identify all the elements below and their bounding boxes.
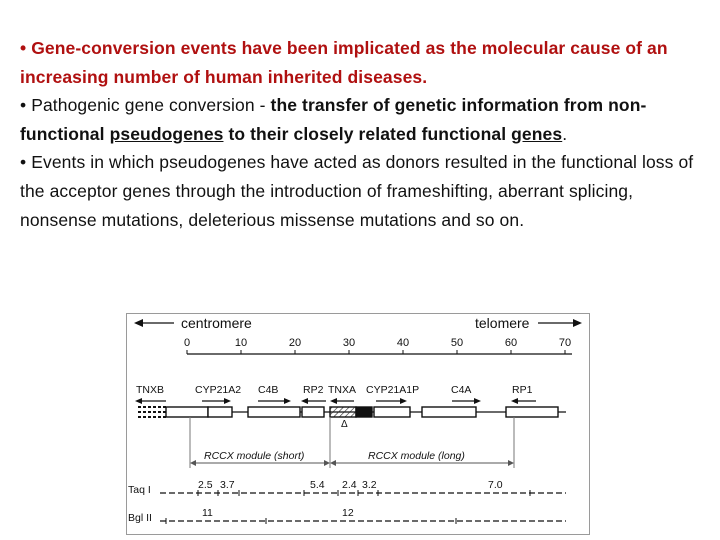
bgl-ii-label: Bgl II: [128, 512, 152, 524]
bullet-list: [20, 34, 710, 234]
bullet-2-bold-text: the transfer of genetic information from non-functional: [20, 95, 647, 144]
taq-i-fragment: 2.4: [342, 479, 357, 491]
tnxb-box: [166, 407, 208, 417]
bgl-ii-fragment: 11: [202, 507, 213, 519]
rccx-gene-map-figure: [126, 313, 590, 535]
bullet-marker: •: [20, 152, 27, 173]
scale-tick-label: 20: [288, 337, 302, 349]
taq-i-fragment: 5.4: [310, 479, 325, 491]
gene-label-c4b: C4B: [258, 384, 279, 396]
gene-label-tnxa: TNXA: [328, 384, 357, 396]
gene-label-c4a: C4A: [451, 384, 472, 396]
tnxa-deletion-box: [356, 407, 372, 417]
scale-tick-label: 70: [558, 337, 572, 349]
bullet-2-end: .: [562, 123, 568, 144]
bullet-2-lead: Pathogenic gene conversion -: [31, 95, 271, 116]
cyp21a1p-box: [374, 407, 410, 417]
scale-tick-label: 30: [342, 337, 356, 349]
cyp21a2-box: [208, 407, 232, 417]
figure-frame: [127, 314, 590, 535]
taq-i-fragment: 3.2: [362, 479, 377, 491]
pseudogenes-term: pseudogenes: [109, 123, 224, 144]
genes-term: genes: [511, 123, 563, 144]
taq-i-fragment: 7.0: [488, 479, 503, 491]
scale-tick-label: 0: [183, 337, 191, 349]
bullet-2: [20, 91, 710, 148]
gene-label-rp2: RP2: [303, 384, 324, 396]
bullet-3-text: Events in which pseudogenes have acted as donors resulted in the functional loss of the acceptor genes through the introduction of frameshifting, aberrant splicing, nonsense mutations, deleterious missense mutations and so on.: [20, 152, 694, 230]
scale-tick-label: 50: [450, 337, 464, 349]
c4a-box: [422, 407, 476, 417]
delta-symbol: Δ: [341, 419, 348, 430]
module-short-label: RCCX module (short): [204, 450, 305, 462]
bullet-3: [20, 148, 710, 234]
bgl-ii-fragment: 12: [342, 507, 354, 519]
gene-label-rp1: RP1: [512, 384, 533, 396]
rp2-box: [302, 407, 324, 417]
tnxa-box: [330, 407, 356, 417]
gene-label-cyp21a2: CYP21A2: [195, 384, 242, 396]
scale-tick-label: 40: [396, 337, 410, 349]
centromere-label: centromere: [181, 315, 252, 331]
rp1-box: [506, 407, 558, 417]
bullet-1-text: Gene-conversion events have been implicated as the molecular cause of an increasing number of human inherited diseases.: [20, 38, 668, 87]
taq-i-label: Taq I: [128, 484, 151, 496]
bullet-1: [20, 34, 710, 91]
telomere-label: telomere: [475, 315, 530, 331]
scale-tick-label: 10: [234, 337, 248, 349]
c4b-box: [248, 407, 300, 417]
bullet-2-bold-text-2: to their closely related functional: [223, 123, 512, 144]
taq-i-fragment: 2.5: [198, 479, 213, 491]
bullet-marker: •: [20, 38, 27, 58]
bullet-marker: •: [20, 95, 27, 116]
scale-tick-label: 60: [504, 337, 518, 349]
rccx-diagram: [126, 313, 590, 535]
gene-label-tnxb: TNXB: [136, 384, 165, 396]
taq-i-fragment: 3.7: [220, 479, 235, 491]
module-long-label: RCCX module (long): [368, 450, 465, 462]
gene-label-cyp21a1p: CYP21A1P: [366, 384, 420, 396]
